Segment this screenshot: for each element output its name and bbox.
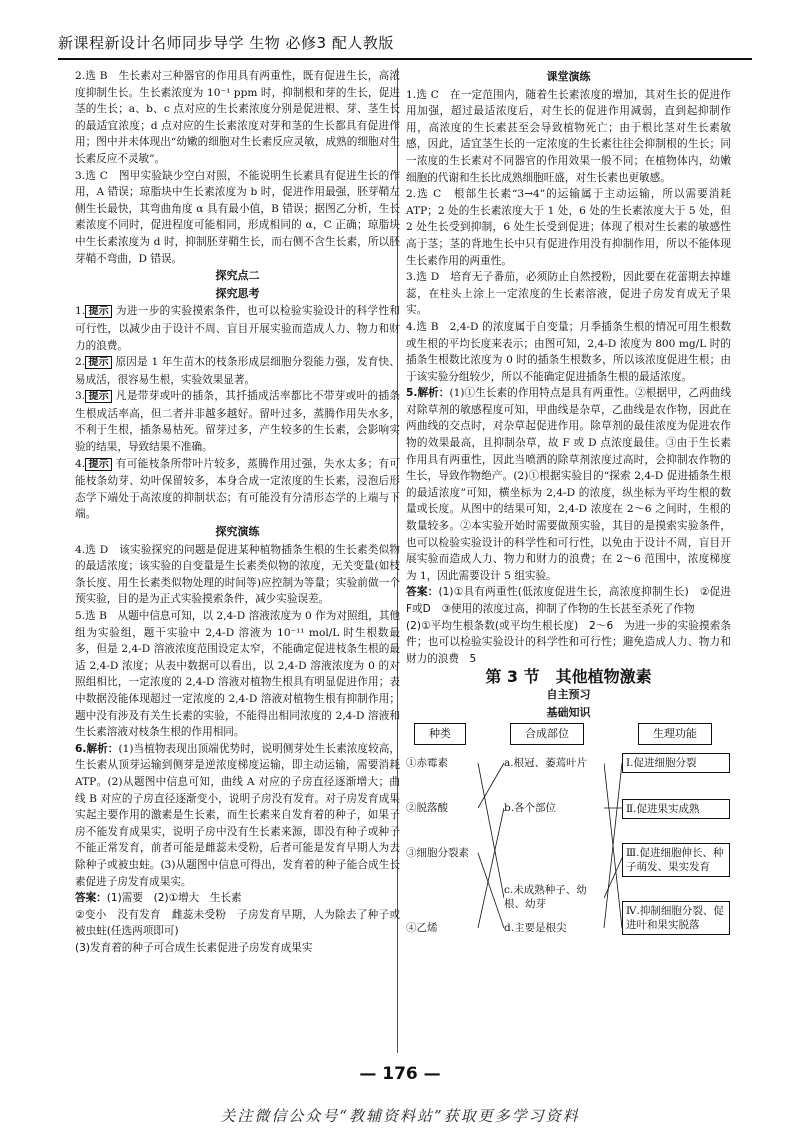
site-d: d.主要是根尖 <box>504 922 567 935</box>
page-number: — 176 — <box>359 1064 441 1084</box>
kind-cytokinin: ③细胞分裂素 <box>406 847 469 860</box>
hint-4: 4. 提示 有可能枝条所带叶片较多，蒸腾作用过强，失水太多；有可能枝条幼芽、幼叶保留较多，本身合成一定浓度的生长素，浸泡后形态学下端处于高浓度的抑制状态；有可能没有分清形态学的上端与下端。 <box>75 457 400 521</box>
answer-4: 4.选 B 2,4-D 的浓度属于自变量；月季插条生根的情况可用生根数或生根的平均长度来表示；由图可知，2,4-D 浓度为 800 mg/L 时的插条生根数比浓度为 0 时的插条生根数多，所以该浓度促进生根；由于该实验分组较少，所以不能确定促进插条生根的最适浓度。 <box>406 320 731 383</box>
footer-note: 关注微信公众号“教辅资料站”获取更多学习资料 <box>220 1107 580 1125</box>
answer-6-key: 答案：(1)需要 (2)①增大 生长素 <box>75 892 242 905</box>
site-a: a.根冠、萎蔫叶片 <box>504 756 604 770</box>
header-site: 合成部位 <box>510 723 584 745</box>
answer-6-key-3: (3)发育着的种子可合成生长素促进子房发育成果实 <box>75 941 313 954</box>
hint-tag: 提示 <box>85 356 112 369</box>
site-c: c.未成熟种子、幼根、幼芽 <box>504 883 604 911</box>
chapter-title: 第 3 节 其他植物激素 <box>485 667 652 687</box>
section-heading: 课堂演练 <box>546 70 591 83</box>
function-2: Ⅱ.促进果实成熟 <box>622 799 730 819</box>
answer-5-key-2: (2)①平均生根条数(或平均生根长度) 2～6 为进一步的实验摸索条件；也可以检验实验设计的科学性和可行性；避免造成人力、物力和财力的浪费 5 <box>406 619 731 665</box>
answer-4: 4.选 D 该实验探究的问题是促进某种植物插条生根的生长素类似物的最适浓度；该实验的自变量是生长素类似物的浓度，无关变量(如枝条长度、用生长素类似物处理的时间等)应控制为等量；实验前做一个预实验，目的是为正式实验摸索条件，减少实验误差。 <box>75 543 400 606</box>
page-header: 新课程新设计名师同步导学 生物 必修3 配人教版 <box>58 30 752 60</box>
function-1: Ⅰ.促进细胞分裂 <box>622 753 730 773</box>
section-heading: 探究演练 <box>215 525 260 539</box>
kind-gibberellin: ①赤霉素 <box>406 757 448 770</box>
hormone-matching-diagram <box>406 723 731 943</box>
site-b: b.各个部位 <box>504 802 557 815</box>
answer-3: 3.选 C 图甲实验缺少空白对照，不能说明生长素具有促进生长的作用，A 错误；琼脂块中生长素浓度为 b 时，促进作用最强，胚芽鞘左侧生长最快，其弯曲角度 α 具有最小值，B 错误；据图乙分析，生长素浓度不同时，促进程度可能相同，形成相同的 α，C 正确；琼脂块中生长素浓度为 d 时，抑制胚芽鞘生长，而右侧不含生长素，所以胚芽鞘不弯曲，D 错误。 <box>75 169 400 265</box>
answer-5: 5.选 B 从题中信息可知，以 2,4-D 溶液浓度为 0 作为对照组，其他组为实验组，题干实验中 2,4-D 溶液为 10⁻¹¹ mol/L 时生根数最多，但是 2,4-D 溶液浓度范围设定太窄，不能确定促进枝条生根的最适 2,4-D 浓度；从表中数据可以看出，以 2,4-D 溶液浓度为 0 的对照组相比，一定浓度的 2,4-D 溶液对植物生根具有明显促进作用；表中数据没能体现超过一定浓度的 2,4-D 溶液对植物生根有抑制作用；题中没有涉及有关生长素的实验，不能得出相同浓度的 2,4-D 溶液和生长素溶液对枝条生根的作用相同。 <box>75 610 400 739</box>
section-subheading: 探究思考 <box>215 286 260 300</box>
function-3: Ⅲ.促进细胞伸长、种子萌发、果实发育 <box>622 843 730 877</box>
answer-5-key: 答案：(1)①具有两重性(低浓度促进生长，高浓度抑制生长) ②促进 F或D ③使用的浓度过高，抑制了作物的生长甚至杀死了作物 <box>406 586 742 615</box>
function-4: Ⅳ.抑制细胞分裂、促进叶和果实脱落 <box>622 901 730 935</box>
left-column <box>75 68 400 956</box>
header-function: 生理功能 <box>638 723 712 745</box>
hint-tag: 提示 <box>85 390 112 403</box>
hint-2: 2. 提示 原因是 1 年生苗木的枝条形成层细胞分裂能力强，发育快、易成活，很容易生根，实验效果显著。 <box>75 356 400 386</box>
answer-3: 3.选 D 培育无子番茄，必须防止自然授粉，因此要在花蕾期去掉雄蕊，在柱头上涂上一定浓度的生长素溶液，促进子房发育成无子果实。 <box>406 271 731 317</box>
right-column <box>406 68 742 943</box>
answer-2: 2.选 B 生长素对三种器官的作用具有两重性，既有促进生长，高浓度抑制生长。生长素浓度为 10⁻¹ ppm 时，抑制根和芽的生长，促进茎的生长；a、b、c 点对应的生长素浓度分别是促进根、芽、茎生长的最适宜浓度；d 点对应的生长素浓度对芽和茎的生长都具有促进作用；图中并未体现出“幼嫩的细胞对生长素反应灵敏，成熟的细胞对生长素反应不灵敏”。 <box>75 70 400 165</box>
hint-1: 1. 提示 为进一步的实验摸索条件，也可以检验实验设计的科学性和可行性，以减少由于设计不周、盲目开展实验而造成人力、物力和财力的浪费。 <box>75 305 400 352</box>
header-kind: 种类 <box>414 723 466 745</box>
answer-6-key-2: ②变小 没有发育 雌蕊未受粉 子房发育早期，人为除去了种子或被虫蛀(任选两项即可) <box>75 908 400 938</box>
hint-tag: 提示 <box>85 305 112 318</box>
section-heading: 探究点二 <box>215 269 260 283</box>
section-subheading: 基础知识 <box>546 705 591 719</box>
hint-tag: 提示 <box>85 458 112 471</box>
answer-2: 2.选 C 根部生长素“3→4”的运输属于主动运输，所以需要消耗 ATP；2 处的生长素浓度大于 1 处，6 处的生长素浓度大于 5 处，但 2 处生长受到抑制，6 处生长受到促进；体现了根对生长素的敏感性高于茎；茎的背地生长中只有促进作用没有抑制作用，所以不能体现生长素作用的两重性。 <box>406 188 731 267</box>
kind-abscisic-acid: ②脱落酸 <box>406 802 448 815</box>
answer-6: 6.解析：(1)当植物表现出顶端优势时，说明侧芽处生长素浓度较高，生长素从顶芽运输到侧芽是逆浓度梯度运输，即主动运输，需要消耗 ATP。(2)从题图中信息可知，曲线 A 对应的子房直径逐渐增大；曲线 B 对应的子房直径逐渐变小，说明子房没有发育。对子房发育成果实起主要作用的激素是生长素，而生长素来自发育着的种子，如果子房不能发育成果实，说明子房中没有生长素来源，即没有种子或种子不能正常发育，前者可能是雌蕊未受粉，后者可能是发育早期人为去除种子或被虫蛀。(3)从题图中信息可得出，发育着的种子能合成生长素促进子房发育成果实。 <box>75 742 400 888</box>
hint-3: 3. 提示 凡是带芽或叶的插条，其扦插成活率都比不带芽或叶的插条生根成活率高，但二者并非越多越好。留叶过多，蒸腾作用失水多，不利于生根，插条易枯死。留芽过多，产生较多的生长素，会影响实验的结果，导致结果不准确。 <box>75 390 400 454</box>
answer-5: 5.解析：(1)①生长素的作用特点是具有两重性。②根据甲，乙两曲线对除草剂的敏感程度可知，甲曲线是杂草，乙曲线是农作物，因此在两曲线的交点时，对杂草起促进作用。除草剂的最佳浓度为促进农作物的效果最高，且抑制杂草，故 F 或 D 点浓度最佳。③由于生长素作用具有两重性，因此当喷洒的除草剂浓度过高时，会抑制农作物的生长，导致作物绝产。(2)①根据实验目的“探索 2,4-D 促进插条生根的最适浓度”可知，横坐标为 2,4-D 的浓度，纵坐标为平均生根的数量或长度。从图中的结果可知，2,4-D 浓度在 2～6 之间时，生根的数量较多。②本实验开始时需要做预实验，其目的是摸索实验条件，也可以检验实验设计的科学性和可行性，以免由于设计不周，盲目开展实验而造成人力、物力和财力的浪费；在 2～6 范围中，浓度梯度为 1，因此需要设计 5 组实验。 <box>406 387 731 582</box>
section-heading: 自主预习 <box>546 687 591 701</box>
kind-ethylene: ④乙烯 <box>406 922 438 935</box>
answer-1: 1.选 C 在一定范围内，随着生长素浓度的增加，其对生长的促进作用加强，超过最适浓度后，对生长的促进作用减弱，直到起抑制作用，高浓度的生长素甚至会导致植物死亡；由于根比茎对生长素敏感，因此，适宜茎生长的一定浓度的生长素往往会抑制根的生长；同一浓度的生长素对不同器官的作用效果一般不同；在植物体内，幼嫩细胞的代谢和生长比成熟细胞旺盛，对生长素也更敏感。 <box>406 88 731 184</box>
